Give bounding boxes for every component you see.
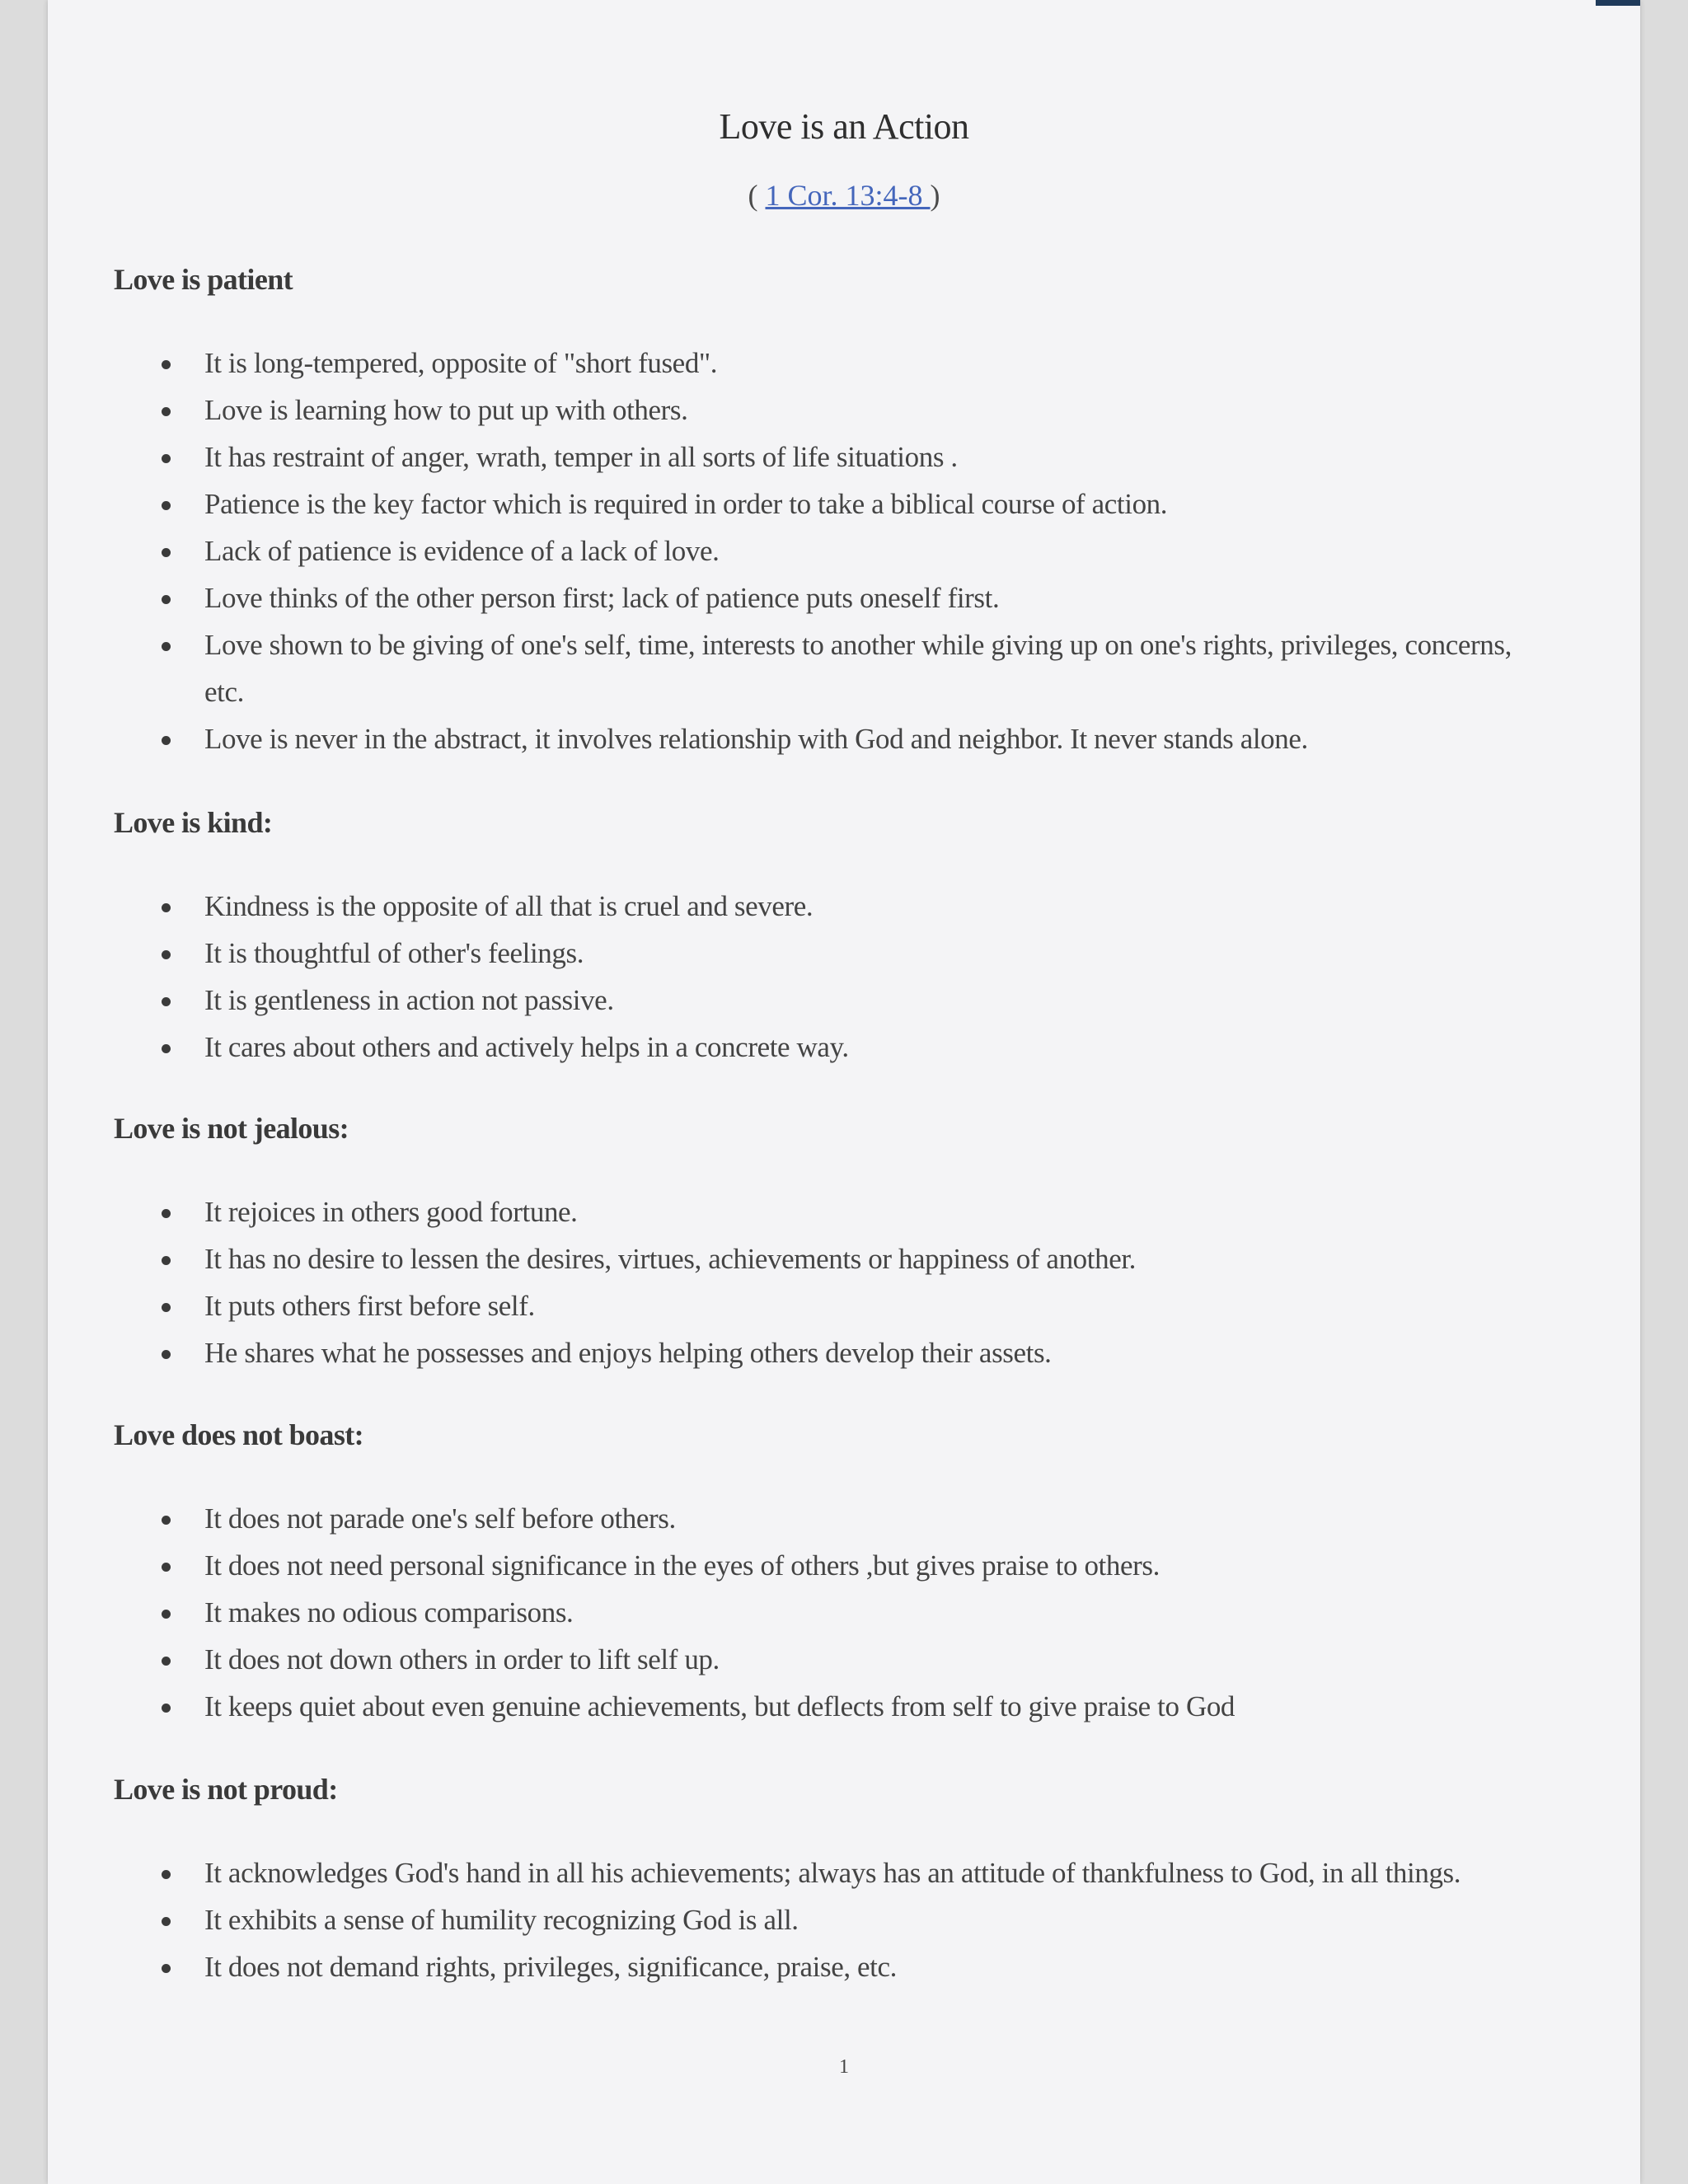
- bullet-icon: [162, 1610, 171, 1619]
- bullet-icon: [162, 501, 171, 510]
- list-item-text: Lack of patience is evidence of a lack of love.: [204, 535, 720, 567]
- list-item: [114, 1495, 1531, 1542]
- bullet-list: [114, 1188, 1531, 1376]
- list-item: [114, 883, 1531, 930]
- list-item-text: It does not down others in order to lift self up.: [204, 1643, 720, 1675]
- scripture-reference-link[interactable]: 1 Cor. 13:4-8: [765, 179, 931, 212]
- bullet-icon: [162, 1657, 171, 1666]
- list-item-text: It does not parade one's self before others.: [204, 1502, 676, 1535]
- list-item: [114, 527, 1531, 574]
- section-heading: Love is patient: [114, 263, 293, 296]
- list-item: [114, 480, 1531, 527]
- bullet-icon: [162, 1256, 171, 1265]
- bullet-icon: [162, 595, 171, 604]
- list-item-text: It exhibits a sense of humility recognizing God is all.: [204, 1904, 799, 1936]
- list-item-text: It is gentleness in action not passive.: [204, 984, 614, 1016]
- list-item-text: It cares about others and actively helps in a concrete way.: [204, 1031, 849, 1063]
- section-heading: Love does not boast:: [114, 1418, 364, 1451]
- list-item-text: It makes no odious comparisons.: [204, 1596, 574, 1629]
- bullet-icon: [162, 1044, 171, 1053]
- list-item: [114, 434, 1531, 480]
- scan-corner-mark: [1596, 0, 1640, 6]
- list-item: [114, 387, 1531, 434]
- section-love-is-not-jealous: [114, 1108, 1531, 1376]
- list-item-text: It rejoices in others good fortune.: [204, 1196, 578, 1228]
- bullet-icon: [162, 736, 171, 745]
- list-item: [114, 1943, 1531, 1990]
- list-item: [114, 715, 1531, 762]
- reference-close-paren: ): [930, 179, 940, 212]
- list-item: [114, 977, 1531, 1024]
- section-love-does-not-boast: [114, 1414, 1531, 1730]
- section-heading: Love is not proud:: [114, 1773, 338, 1806]
- bullet-icon: [162, 1563, 171, 1572]
- bullet-icon: [162, 997, 171, 1006]
- bullet-list: [114, 1849, 1531, 1990]
- bullet-icon: [162, 360, 171, 369]
- bullet-icon: [162, 950, 171, 959]
- bullet-icon: [162, 1964, 171, 1973]
- list-item: [114, 1896, 1531, 1943]
- bullet-icon: [162, 548, 171, 557]
- list-item-text: Love shown to be giving of one's self, time, interests to another while giving up on one's rights, privileges, concerns, etc.: [204, 629, 1512, 708]
- list-item: [114, 340, 1531, 387]
- bullet-icon: [162, 642, 171, 651]
- list-item: [114, 1282, 1531, 1329]
- bullet-list: [114, 1495, 1531, 1730]
- list-item: [114, 1024, 1531, 1071]
- list-item-text: Love thinks of the other person first; lack of patience puts oneself first.: [204, 582, 1000, 614]
- section-heading: Love is not jealous:: [114, 1112, 349, 1145]
- list-item-text: It does not demand rights, privileges, significance, praise, etc.: [204, 1951, 897, 1983]
- bullet-list: [114, 883, 1531, 1071]
- list-item-text: It does not need personal significance in the eyes of others ,but gives praise to others.: [204, 1549, 1160, 1582]
- list-item-text: Kindness is the opposite of all that is cruel and severe.: [204, 890, 814, 922]
- list-item: [114, 621, 1531, 715]
- list-item-text: Love is learning how to put up with others.: [204, 394, 688, 426]
- bullet-icon: [162, 1917, 171, 1926]
- bullet-icon: [162, 1516, 171, 1525]
- list-item-text: It keeps quiet about even genuine achievements, but deflects from self to give praise to God: [204, 1690, 1236, 1722]
- list-item: [114, 930, 1531, 977]
- list-item: [114, 1235, 1531, 1282]
- list-item-text: Patience is the key factor which is required in order to take a biblical course of action.: [204, 488, 1168, 520]
- section-heading: Love is kind:: [114, 806, 273, 839]
- document-title: Love is an Action: [719, 106, 969, 147]
- bullet-icon: [162, 454, 171, 463]
- list-item-text: It is long-tempered, opposite of "short fused".: [204, 347, 718, 379]
- bullet-icon: [162, 903, 171, 912]
- list-item-text: It is thoughtful of other's feelings.: [204, 937, 584, 969]
- list-item-text: It acknowledges God's hand in all his achievements; always has an attitude of thankfulness to God, in all things.: [204, 1857, 1461, 1889]
- list-item: [114, 1849, 1531, 1896]
- list-item: [114, 1636, 1531, 1683]
- page-number: 1: [839, 2056, 849, 2078]
- list-item: [114, 1683, 1531, 1730]
- reference-open-paren: (: [748, 179, 766, 212]
- bullet-icon: [162, 1303, 171, 1312]
- list-item-text: It has no desire to lessen the desires, virtues, achievements or happiness of another.: [204, 1243, 1136, 1275]
- bullet-icon: [162, 1870, 171, 1879]
- section-love-is-not-proud: [114, 1769, 1531, 1990]
- list-item-text: It puts others first before self.: [204, 1290, 535, 1322]
- list-item-text: He shares what he possesses and enjoys helping others develop their assets.: [204, 1337, 1052, 1369]
- list-item-text: Love is never in the abstract, it involves relationship with God and neighbor. It never stands alone.: [204, 723, 1308, 755]
- bullet-list: [114, 340, 1531, 762]
- list-item: [114, 1589, 1531, 1636]
- bullet-icon: [162, 1209, 171, 1218]
- document-page: [48, 0, 1640, 2184]
- list-item: [114, 1329, 1531, 1376]
- list-item: [114, 1188, 1531, 1235]
- list-item-text: It has restraint of anger, wrath, temper in all sorts of life situations .: [204, 441, 958, 473]
- section-love-is-patient: [114, 259, 1531, 762]
- scripture-reference: [48, 178, 1640, 213]
- bullet-icon: [162, 1350, 171, 1359]
- bullet-icon: [162, 407, 171, 416]
- list-item: [114, 1542, 1531, 1589]
- section-love-is-kind: [114, 802, 1531, 1071]
- list-item: [114, 574, 1531, 621]
- bullet-icon: [162, 1704, 171, 1713]
